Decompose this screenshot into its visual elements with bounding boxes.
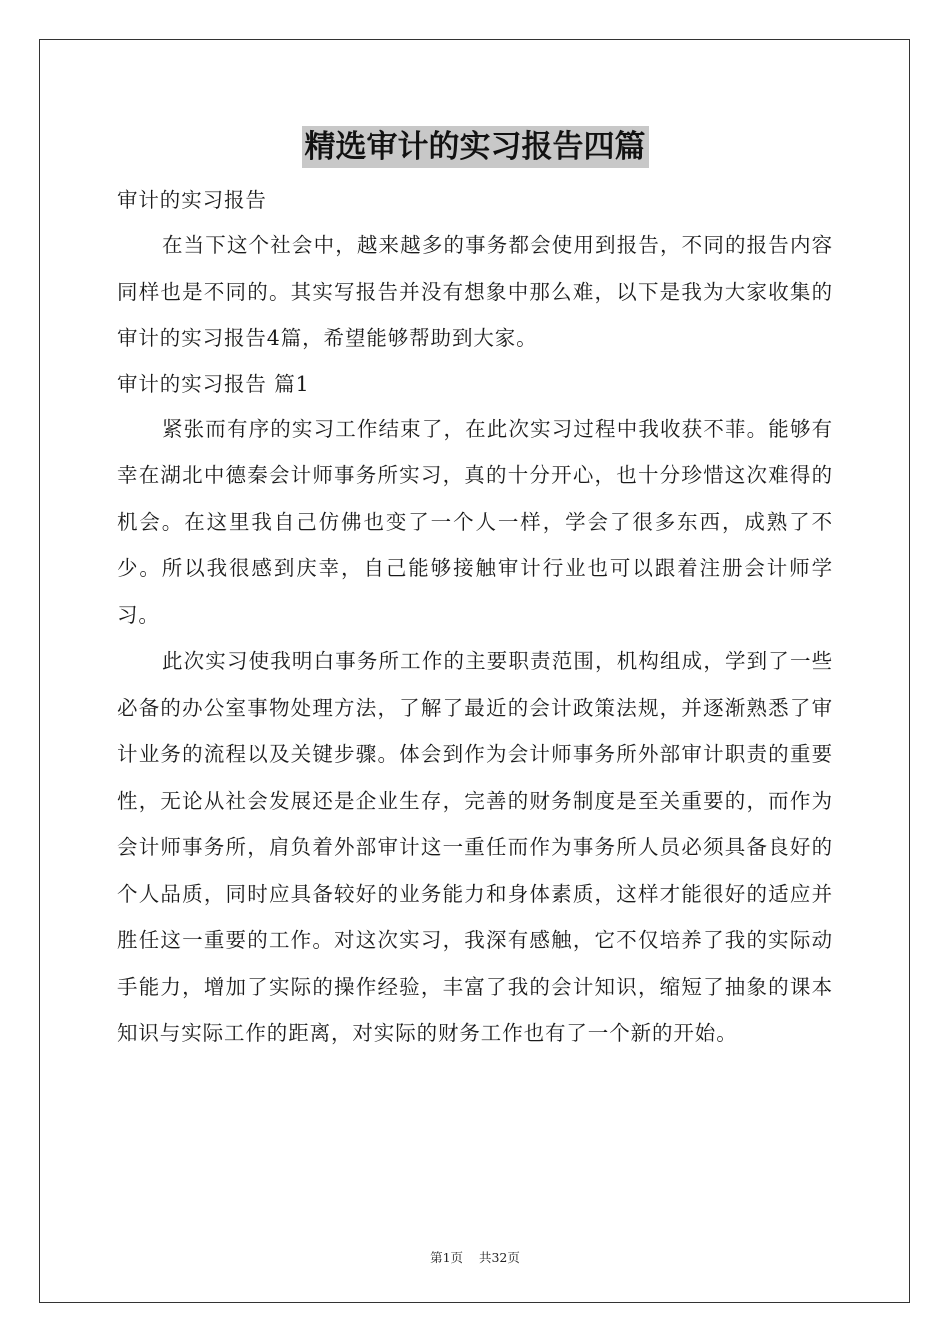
section-heading: 审计的实习报告: [117, 188, 267, 212]
body-paragraph: 在当下这个社会中，越来越多的事务都会使用到报告，不同的报告内容同样也是不同的。其实写报告并没有想象中那么难，以下是我为大家收集的审计的实习报告4篇，希望能够帮助到大家。: [117, 233, 833, 350]
current-page-label: 第1页: [430, 1250, 464, 1265]
document-title: 精选审计的实习报告四篇: [302, 126, 649, 168]
document-body: [117, 178, 833, 1057]
section-heading: 审计的实习报告 篇1: [117, 371, 310, 396]
page-footer: [0, 1248, 950, 1266]
total-pages-label: 共32页: [478, 1250, 520, 1265]
title-container: [0, 126, 950, 168]
body-paragraph: 紧张而有序的实习工作结束了，在此次实习过程中我收获不菲。能够有幸在湖北中德秦会计师事务所实习，真的十分开心，也十分珍惜这次难得的机会。在这里我自己仿佛也变了一个人一样，学会了很多东西，成熟了不少。所以我很感到庆幸，自己能够接触审计行业也可以跟着注册会计师学习。: [117, 416, 833, 627]
body-paragraph: 此次实习使我明白事务所工作的主要职责范围，机构组成，学到了一些必备的办公室事物处理方法，了解了最近的会计政策法规，并逐渐熟悉了审计业务的流程以及关键步骤。体会到作为会计师事务所外部审计职责的重要性，无论从社会发展还是企业生存，完善的财务制度是至关重要的，而作为会计师事务所，肩负着外部审计这一重任而作为事务所人员必须具备良好的个人品质，同时应具备较好的业务能力和身体素质，这样才能很好的适应并胜任这一重要的工作。对这次实习，我深有感触，它不仅培养了我的实际动手能力，增加了实际的操作经验，丰富了我的会计知识，缩短了抽象的课本知识与实际工作的距离，对实际的财务工作也有了一个新的开始。: [117, 649, 833, 1045]
